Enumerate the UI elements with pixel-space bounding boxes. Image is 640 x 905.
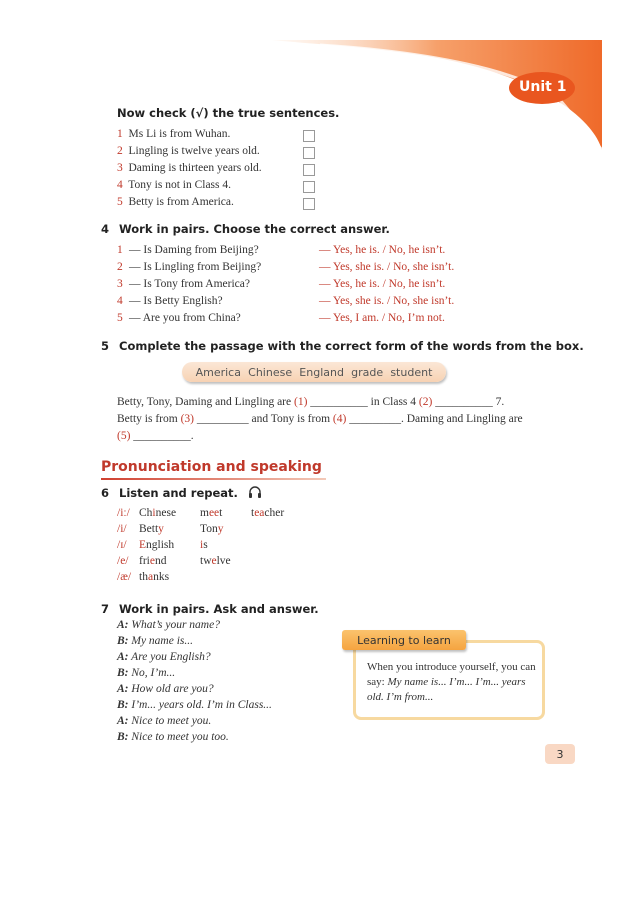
dialogue-line: B: I’m... years old. I’m in Class...	[117, 699, 272, 711]
checkbox[interactable]	[303, 198, 315, 210]
dialogue-line: A: What’s your name?	[117, 619, 220, 631]
word-box-item: America	[195, 365, 241, 379]
section-divider	[101, 478, 326, 480]
blank-label: (3)	[180, 413, 194, 425]
check-item: 5 Betty is from America.	[117, 196, 234, 208]
unit-label: Unit 1	[519, 79, 567, 95]
exercise-5-heading: 5 Complete the passage with the correct form of the words from the box.	[101, 339, 584, 353]
blank-label: (1)	[294, 396, 308, 408]
check-item: 4 Tony is not in Class 4.	[117, 179, 231, 191]
dialogue-line: A: Are you English?	[117, 651, 211, 663]
blank[interactable]: __________	[435, 396, 493, 408]
dialogue-line: B: Nice to meet you too.	[117, 731, 229, 743]
exercise-7-heading: 7 Work in pairs. Ask and answer.	[101, 602, 319, 616]
checkbox[interactable]	[303, 181, 315, 193]
passage-line-2: Betty is from (3) _________ and Tony is from (4) _________. Daming and Lingling are	[117, 413, 523, 425]
blank-label: (2)	[418, 396, 433, 408]
learning-tip-text: When you introduce yourself, you can say: My name is... I’m... I’m... years old. I’m from...	[367, 661, 536, 703]
checkbox[interactable]	[303, 147, 315, 159]
word-box	[182, 362, 446, 382]
blank[interactable]: _________	[349, 413, 401, 425]
blank-label: (5)	[117, 430, 131, 442]
blank[interactable]: __________	[310, 396, 368, 408]
headphones-icon[interactable]	[248, 486, 262, 498]
passage-line-1: Betty, Tony, Daming and Lingling are (1) __________ in Class 4 (2) __________ 7.	[117, 396, 505, 408]
blank[interactable]: _________	[196, 413, 249, 425]
checkbox[interactable]	[303, 130, 315, 142]
checkbox[interactable]	[303, 164, 315, 176]
dialogue-line: A: Nice to meet you.	[117, 715, 212, 727]
check-item: 3 Daming is thirteen years old.	[117, 162, 262, 174]
dialogue-line: B: My name is...	[117, 635, 194, 647]
check-item: 2 Lingling is twelve years old.	[117, 145, 260, 157]
learning-tip-title: Learning to learn	[342, 630, 466, 650]
blank-label: (4)	[332, 413, 347, 425]
blank[interactable]: __________	[133, 430, 191, 442]
section-title: Pronunciation and speaking	[101, 459, 322, 475]
word-box-item: student	[390, 365, 433, 379]
word-box-item: grade	[351, 365, 384, 379]
dialogue-line: A: How old are you?	[117, 683, 214, 695]
page-number: 3	[545, 744, 575, 764]
exercise-4-item: 1 — Is Daming from Beijing? — Yes, he is. / No, he isn’t.	[117, 244, 446, 256]
check-heading: Now check (√) the true sentences.	[117, 106, 340, 120]
word-box-item: Chinese	[248, 365, 293, 379]
check-item: 1 Ms Li is from Wuhan.	[117, 128, 231, 140]
word-box-item: England	[299, 365, 344, 379]
exercise-4-item: 5 — Are you from China? — Yes, I am. / No, I’m not.	[117, 312, 445, 324]
passage-line-3: (5) __________.	[117, 430, 194, 442]
exercise-4-item: 2 — Is Lingling from Beijing? — Yes, she is. / No, she isn’t.	[117, 261, 455, 273]
dialogue-line: B: No, I’m...	[117, 667, 176, 679]
exercise-4-item: 3 — Is Tony from America? — Yes, he is. / No, he isn’t.	[117, 278, 446, 290]
exercise-6-heading: 6 Listen and repeat.	[101, 486, 262, 500]
exercise-4-item: 4 — Is Betty English? — Yes, she is. / No, she isn’t.	[117, 295, 455, 307]
exercise-4-heading: 4 Work in pairs. Choose the correct answer.	[101, 222, 390, 236]
